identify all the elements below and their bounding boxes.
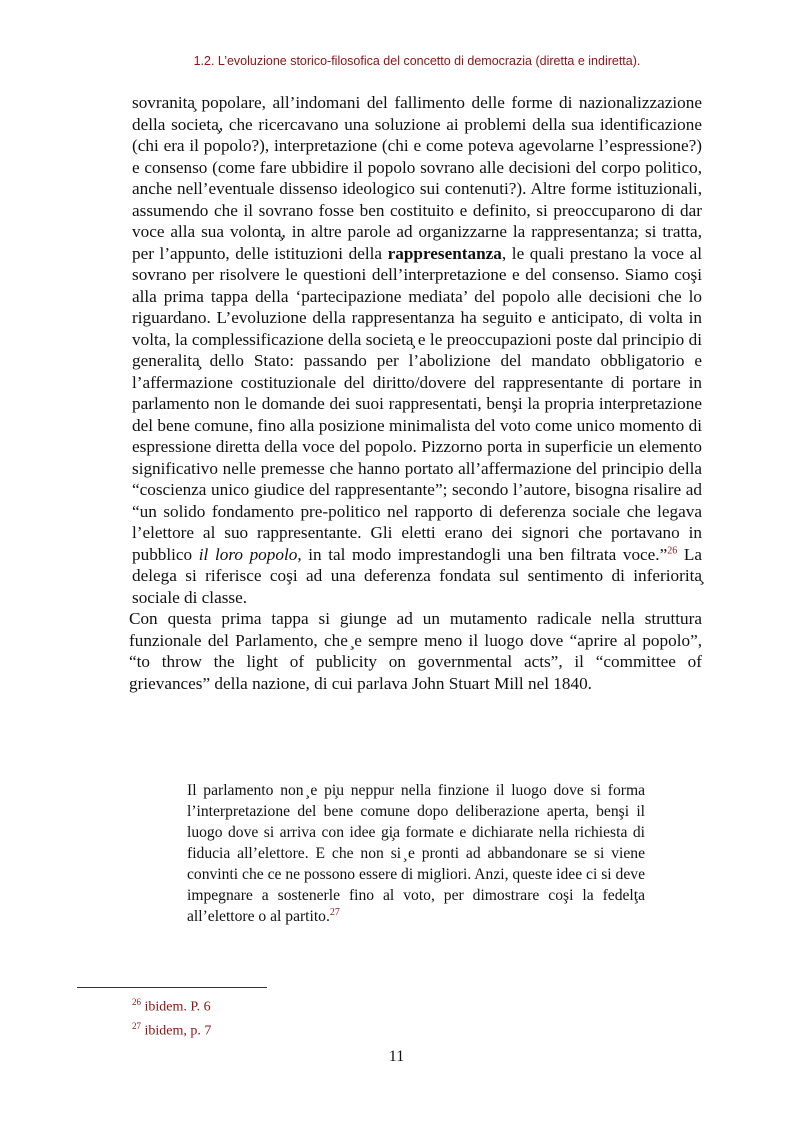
italic-phrase: il loro popolo bbox=[198, 544, 298, 564]
paragraph-1 bbox=[132, 92, 702, 608]
block-quote-body: Il parlamento non ̧e pi̧u neppur nella finzione il luogo dove si forma l’interpretazione del bene comune dopo deliberazione aperta, benşi il luogo dove si arriva con idee gi̧a formate e dichiarate nella richiesta di fiducia all’elettore. E che non si ̧e pronti ad abbandonare se si viene convinti che ce ne possono essere di migliori. Anzi, queste idee ci si deve impegnare a sostenerle fino al voto, per dimostrare coşi la fedelţa all’elettore o al partito. bbox=[187, 782, 645, 925]
footnote-ref-26[interactable]: 26 bbox=[667, 544, 678, 556]
footnote-27 bbox=[132, 1017, 211, 1041]
footnote-number: 27 bbox=[132, 1020, 141, 1031]
footnote-divider bbox=[77, 987, 267, 988]
footnotes bbox=[132, 993, 211, 1040]
footnote-26 bbox=[132, 993, 211, 1017]
body-text bbox=[129, 92, 703, 694]
paragraph-1-text-c: , in tal modo imprestandogli una ben filtrata voce.” bbox=[297, 544, 668, 564]
paragraph-1-text-d: La delega si riferisce coşi ad una deferenza fondata sul sentimento di inferiorita̧ sociale di classe. bbox=[132, 544, 702, 607]
paragraph-2: Con questa prima tappa si giunge ad un mutamento radicale nella struttura funzionale del Parlamento, che ̧e sempre meno il luogo dove “aprire al popolo”, “to throw the light of publicity on governmental acts”, il “committee of grievances” della nazione, di cui parlava John Stuart Mill nel 1840. bbox=[129, 609, 702, 693]
paragraph-1-text-a: sovranita̧ popolare, all’indomani del fallimento delle forme di nazionalizzazione della societa̧, che ricercavano una soluzione ai problemi della sua identificazione (chi era il popolo?), interpretazione (chi e come poteva agevolarne l’espressione?) e consenso (come fare ubbidire il popolo sovrano alle decisioni del corpo politico, anche nell’eventuale dissenso ideologico sui contenuti?). Altre forme istituzionali, assumendo che il sovrano fosse ben costituito e definito, si preoccuparono di dar voce alla sua volonta̧, in altre parole ad organizzarne la rappresentanza; si tratta, per l’appunto, delle istituzioni della bbox=[132, 93, 702, 263]
paragraph-1-text-b: , le quali prestano la voce al sovrano per risolvere le questioni dell’interpretazione e del consenso. Siamo coşi alla prima tappa della ‘partecipazione mediata’ del popolo alle decisioni che lo riguardano. L’evoluzione della rappresentanza ha seguito e anticipato, di volta in volta, la complessificazione della societa̧ e le preoccupazioni poste dal principio di generalita̧ dello Stato: passando per l’abolizione del mandato obbligatorio e l’affermazione costituzionale del diritto/dovere del rappresentante di portare in parlamento non le domande dei suoi rappresentati, benşi la propria interpretazione del bene comune, fino alla posizione minimalista del voto come unico momento di espressione diretta della voce del popolo. Pizzorno porta in superficie un elemento significativo nelle premesse che hanno portato all’affermazione del principio della “coscienza unico giudice del rappresentante”; secondo l’autore, bisogna risalire ad “un solido fondamento pre-politico nel rapporto di deferenza sociale che legava l’elettore al suo rappresentante. Gli eletti erano dei signori che portavano in pubblico bbox=[132, 243, 703, 564]
footnote-text: ibidem, p. 7 bbox=[141, 1023, 212, 1039]
block-quote-text bbox=[187, 780, 645, 927]
footnote-text: ibidem. P. 6 bbox=[141, 999, 211, 1015]
block-quote bbox=[187, 780, 645, 927]
running-header: 1.2. L’evoluzione storico-filosofica del concetto di democrazia (diretta e indiretta). bbox=[193, 54, 641, 68]
bold-term-rappresentanza: rappresentanza bbox=[387, 243, 502, 263]
page-number: 11 bbox=[388, 1048, 405, 1065]
footnote-ref-27[interactable]: 27 bbox=[329, 906, 340, 918]
footnote-number: 26 bbox=[132, 997, 141, 1007]
